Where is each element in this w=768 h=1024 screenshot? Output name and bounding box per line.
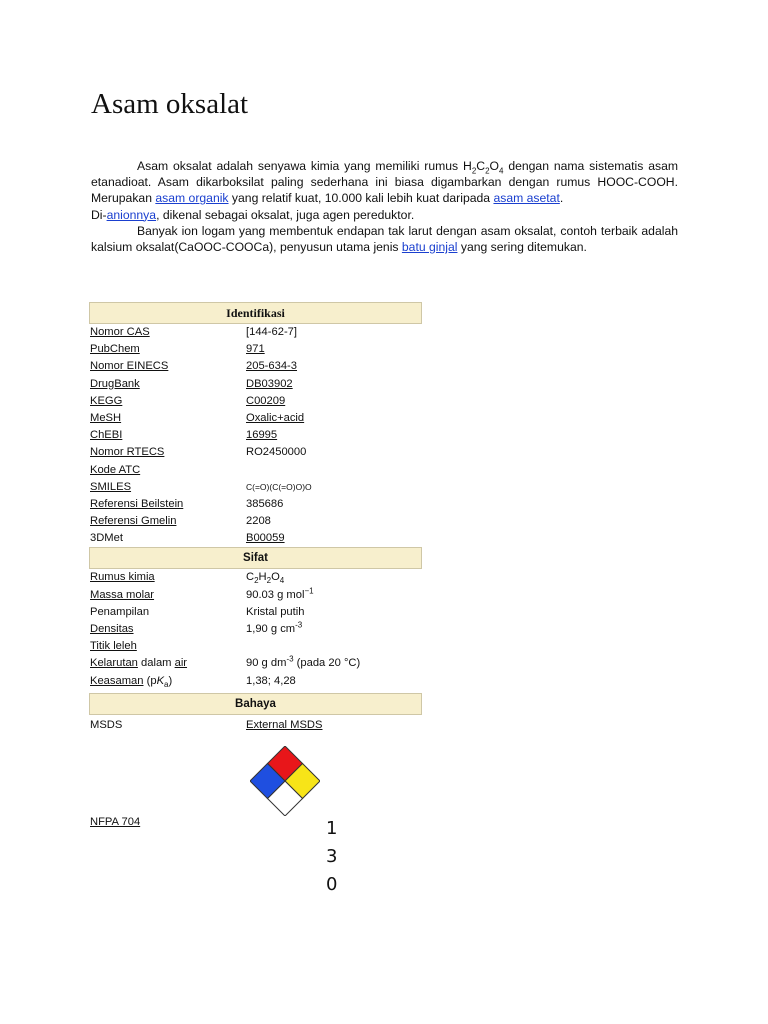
intro-p1-c: O: [489, 159, 500, 173]
identifikasi-row: [89, 530, 422, 547]
identifikasi-row: [89, 513, 422, 530]
identifikasi-value: [144-62-7]: [246, 326, 297, 338]
intro-p1-e: yang relatif kuat, 10.000 kali lebih kuat daripada: [228, 191, 494, 206]
kelarutan-val-b: (pada 20 °C): [293, 657, 361, 670]
rumus-kimia-value: [246, 569, 284, 586]
identifikasi-key[interactable]: SMILES: [90, 480, 132, 493]
identifikasi-value: 2208: [246, 515, 271, 528]
intro-p3-b: yang sering ditemukan.: [457, 240, 587, 255]
penampilan-value: Kristal putih: [246, 605, 305, 618]
densitas-val: 1,90 g cm: [246, 623, 296, 635]
sifat-header: Sifat: [89, 547, 422, 569]
intro-p3-a: Banyak ion logam yang membentuk endapan tak larut dengan asam oksalat, contoh terbaik adalah kalsium oksalat(CaOOC-COOCa), penyusun utama jenis: [91, 223, 678, 255]
row-msds: [89, 717, 422, 734]
keasaman-p: (p: [143, 674, 157, 687]
nfpa-value-2: 3: [326, 846, 338, 867]
identifikasi-row: [89, 410, 422, 427]
densitas-key[interactable]: Densitas: [90, 623, 134, 635]
kelarutan-sup: -3: [286, 654, 294, 664]
identifikasi-rows: [89, 324, 422, 547]
identifikasi-key[interactable]: DrugBank: [90, 377, 140, 390]
rumus-h: H: [258, 571, 267, 584]
page-title: Asam oksalat: [91, 88, 249, 120]
keasaman-link[interactable]: Keasaman: [90, 674, 144, 687]
massa-val: 90.03 g mol: [246, 588, 305, 601]
identifikasi-value[interactable]: 16995: [246, 429, 278, 442]
intro-text: [91, 158, 678, 255]
row-densitas: [89, 621, 422, 638]
rumus-kimia-key[interactable]: Rumus kimia: [90, 571, 155, 584]
chem-infobox: [89, 302, 422, 734]
identifikasi-key[interactable]: MeSH: [90, 411, 122, 424]
keasaman-key: [90, 673, 172, 690]
intro-p1-a: Asam oksalat adalah senyawa kimia yang memiliki rumus H: [137, 159, 472, 173]
identifikasi-key[interactable]: Referensi Beilstein: [90, 497, 184, 510]
identifikasi-value[interactable]: C00209: [246, 394, 286, 407]
air-link[interactable]: air: [174, 657, 188, 670]
intro-p1-f: .: [559, 191, 564, 206]
identifikasi-value: C(=O)(C(=O)O)O: [246, 481, 312, 492]
nfpa-704-diamond-icon: [250, 746, 320, 816]
densitas-sup: -3: [295, 620, 303, 630]
densitas-value: [246, 621, 302, 638]
intro-paragraph-1: [91, 158, 678, 207]
identifikasi-key[interactable]: PubChem: [90, 343, 140, 356]
bahaya-header: Bahaya: [89, 693, 422, 715]
identifikasi-key[interactable]: Referensi Gmelin: [90, 515, 177, 528]
row-penampilan: [89, 604, 422, 621]
rumus-c: C: [246, 571, 255, 584]
msds-key: MSDS: [90, 718, 123, 731]
identifikasi-key[interactable]: Nomor EINECS: [90, 360, 169, 373]
keasaman-close: ): [168, 674, 173, 687]
rumus-o-sub: 4: [279, 576, 285, 586]
identifikasi-key[interactable]: KEGG: [90, 394, 123, 407]
identifikasi-value[interactable]: DB03902: [246, 377, 293, 390]
identifikasi-key[interactable]: Nomor RTECS: [90, 446, 165, 459]
keasaman-k: K: [156, 674, 165, 687]
rumus-o: O: [271, 571, 280, 584]
identifikasi-value[interactable]: 205-634-3: [246, 360, 298, 373]
row-titik-leleh: [89, 638, 422, 655]
identifikasi-row: [89, 376, 422, 393]
identifikasi-value[interactable]: B00059: [246, 532, 285, 545]
link-anionnya[interactable]: anionnya: [106, 207, 157, 222]
identifikasi-value[interactable]: 971: [246, 343, 265, 356]
kelarutan-value: [246, 655, 360, 672]
identifikasi-row: [89, 427, 422, 444]
msds-link[interactable]: External MSDS: [246, 718, 323, 731]
keasaman-sub: a: [164, 679, 169, 689]
identifikasi-value: RO2450000: [246, 446, 307, 459]
identifikasi-key: 3DMet: [90, 532, 123, 545]
intro-paragraph-2: [91, 207, 678, 223]
identifikasi-row: [89, 462, 422, 479]
intro-p1-sub1: 2: [471, 166, 477, 176]
nfpa-value-3: 0: [326, 874, 338, 895]
keasaman-value: 1,38; 4,28: [246, 674, 296, 687]
intro-p1-sub3: 4: [499, 166, 504, 176]
row-kelarutan: [89, 655, 422, 672]
row-keasaman: [89, 673, 422, 690]
massa-molar-value: [246, 587, 314, 604]
identifikasi-key[interactable]: ChEBI: [90, 429, 123, 442]
identifikasi-row: [89, 341, 422, 358]
massa-sup: −1: [304, 585, 314, 595]
titik-leleh-key[interactable]: Titik leleh: [90, 640, 137, 653]
intro-p1-d: dengan nama sistematis asam etanadioat. Asam dikarboksilat paling sederhana ini biasa digambarkan dengan rumus HOOC-COOH. Merupakan: [91, 159, 679, 206]
massa-molar-key[interactable]: Massa molar: [90, 588, 155, 601]
identifikasi-row: [89, 444, 422, 461]
intro-paragraph-3: [91, 223, 678, 255]
kelarutan-link[interactable]: Kelarutan: [90, 657, 138, 670]
kelarutan-dalam: dalam: [137, 657, 175, 670]
row-rumus-kimia: [89, 569, 422, 586]
identifikasi-key[interactable]: Kode ATC: [90, 463, 141, 476]
link-asam-asetat[interactable]: asam asetat: [493, 191, 560, 206]
intro-p1-b: C: [476, 159, 486, 173]
nfpa-value-1: 1: [326, 818, 338, 839]
identifikasi-key[interactable]: Nomor CAS: [90, 326, 150, 338]
identifikasi-value: 385686: [246, 497, 284, 510]
link-batu-ginjal[interactable]: batu ginjal: [401, 240, 458, 255]
identifikasi-row: [89, 324, 422, 341]
row-massa-molar: [89, 587, 422, 604]
link-asam-organik[interactable]: asam organik: [155, 191, 229, 206]
nfpa-704-label[interactable]: NFPA 704: [90, 816, 141, 828]
identifikasi-row: [89, 479, 422, 496]
identifikasi-row: [89, 393, 422, 410]
intro-p2-b: , dikenal sebagai oksalat, juga agen pereduktor.: [156, 207, 415, 222]
identifikasi-value[interactable]: Oxalic+acid: [246, 411, 305, 424]
identifikasi-header: Identifikasi: [89, 302, 422, 324]
kelarutan-key: [90, 655, 187, 672]
penampilan-key: Penampilan: [90, 605, 150, 618]
identifikasi-row: [89, 358, 422, 375]
rumus-c-sub: 2: [254, 576, 259, 586]
identifikasi-row: [89, 496, 422, 513]
intro-p2-a: Di-: [91, 207, 107, 222]
intro-p1-sub2: 2: [485, 166, 490, 176]
rumus-h-sub: 2: [266, 576, 272, 586]
kelarutan-val-a: 90 g dm: [246, 657, 287, 670]
